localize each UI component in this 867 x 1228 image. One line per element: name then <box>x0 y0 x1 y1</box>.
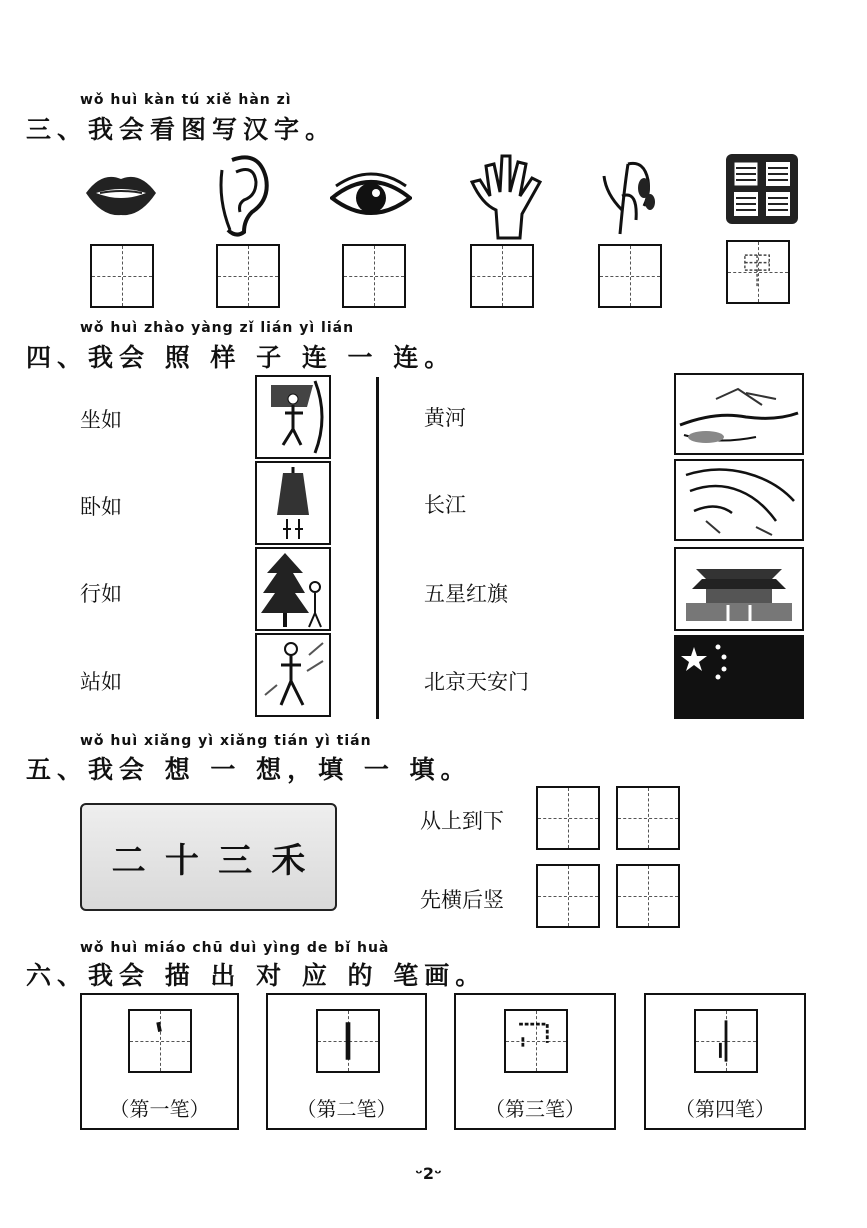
right-item: 五星红旗 <box>424 582 508 606</box>
left-item: 卧如 <box>80 495 122 519</box>
writing-grid[interactable] <box>726 240 790 304</box>
field-icon <box>722 150 802 228</box>
stroke-caption: （第三笔） <box>485 1097 585 1121</box>
word-char: 二 <box>111 840 146 881</box>
stroke-2-icon <box>318 1011 378 1071</box>
picture-yangtze[interactable] <box>674 459 804 541</box>
writing-grid[interactable] <box>342 244 406 308</box>
section6-pinyin: wǒ huì miáo chū duì yìng de bǐ huà <box>80 940 390 956</box>
writing-grid[interactable] <box>90 244 154 308</box>
word-char: 十 <box>164 840 199 881</box>
section6-heading: 六、我会 描 出 对 应 的 笔画。 <box>26 961 487 990</box>
page-number <box>415 1164 442 1183</box>
writing-grid[interactable] <box>216 244 280 308</box>
grain-icon <box>598 150 662 236</box>
stroke-caption: （第四笔） <box>675 1097 775 1121</box>
section4-pinyin: wǒ huì zhào yàng zǐ lián yì lián <box>80 320 355 336</box>
stroke-card <box>80 993 239 1130</box>
picture-pine[interactable] <box>255 547 331 631</box>
answer-grid[interactable] <box>536 864 600 928</box>
hand-icon <box>466 152 544 240</box>
stroke-3-icon <box>506 1011 566 1071</box>
right-item: 北京天安门 <box>424 670 529 694</box>
trace-grid[interactable] <box>316 1009 380 1073</box>
writing-grid[interactable] <box>598 244 662 308</box>
stroke-caption: （第二笔） <box>296 1097 397 1121</box>
picture-walking[interactable] <box>255 633 331 717</box>
section4-heading: 四、我会 照 样 子 连 一 连。 <box>26 343 456 372</box>
eye-icon <box>330 172 412 222</box>
stroke-1-icon <box>130 1011 190 1071</box>
picture-bell[interactable] <box>255 461 331 545</box>
mouth-icon <box>82 165 160 225</box>
word-char: 三 <box>218 840 253 881</box>
stroke-card <box>644 993 806 1130</box>
section5-heading: 五、我会 想 一 想，填 一 填。 <box>26 755 472 784</box>
left-item: 站如 <box>80 670 122 694</box>
ear-icon <box>214 150 274 240</box>
stroke-hint-icon <box>728 242 788 302</box>
trace-grid[interactable] <box>504 1009 568 1073</box>
answer-grid[interactable] <box>536 786 600 850</box>
answer-grid[interactable] <box>616 786 680 850</box>
picture-yellow-river[interactable] <box>674 373 804 455</box>
section3-heading: 三、我会看图写汉字。 <box>26 115 337 144</box>
stroke-card <box>454 993 616 1130</box>
picture-tiananmen[interactable] <box>674 547 804 631</box>
page-number-text: 2 <box>422 1164 434 1183</box>
left-item: 行如 <box>80 582 122 606</box>
leaf-left-icon: ᵕ <box>415 1164 423 1183</box>
stroke-card <box>266 993 427 1130</box>
trace-grid[interactable] <box>694 1009 758 1073</box>
section5-pinyin: wǒ huì xiǎng yì xiǎng tián yì tián <box>80 733 372 749</box>
divider-line <box>376 377 379 719</box>
right-item: 长江 <box>424 493 466 517</box>
word-card <box>80 803 337 911</box>
picture-sitting[interactable] <box>255 375 331 459</box>
answer-grid[interactable] <box>616 864 680 928</box>
picture-flag[interactable] <box>674 635 804 719</box>
order-label-top-bottom: 从上到下 <box>420 809 504 833</box>
trace-grid[interactable] <box>128 1009 192 1073</box>
left-item: 坐如 <box>80 408 122 432</box>
writing-grid[interactable] <box>470 244 534 308</box>
word-char: 禾 <box>271 840 306 881</box>
right-item: 黄河 <box>424 406 466 430</box>
order-label-horizontal-vertical: 先横后竖 <box>420 888 504 912</box>
leaf-right-icon: ᵕ <box>433 1164 442 1183</box>
stroke-caption: （第一笔） <box>109 1097 210 1121</box>
section3-pinyin: wǒ huì kàn tú xiě hàn zì <box>80 92 292 108</box>
stroke-4-icon <box>696 1011 756 1071</box>
